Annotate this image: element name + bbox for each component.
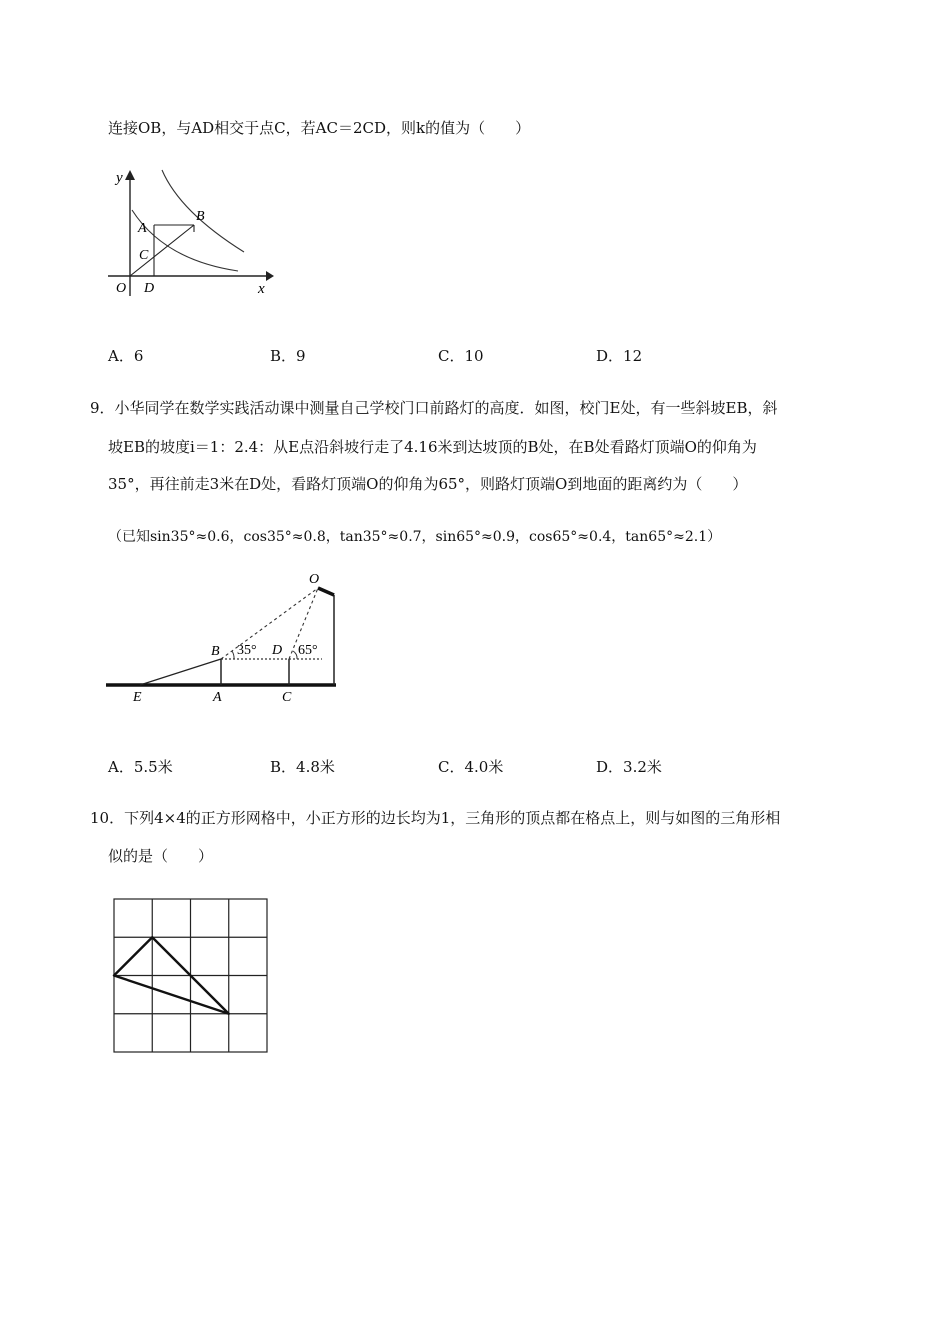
q8-option-b[interactable]: B．9 — [270, 347, 306, 365]
q9-option-c[interactable]: C．4.0米 — [438, 758, 504, 776]
q8-option-d[interactable]: D．12 — [596, 347, 643, 365]
q9-label-b: B — [211, 644, 220, 659]
q9-label-d: D — [272, 643, 283, 658]
q9-figure — [100, 570, 350, 710]
q9-hint: （已知sin35°≈0.6，cos35°≈0.8，tan35°≈0.7，sin65°≈0.9，cos65°≈0.4，tan65°≈2.1） — [108, 529, 722, 545]
q9-label-e: E — [133, 690, 142, 705]
q8-label-c: C — [139, 248, 149, 263]
q10-grid-figure — [113, 898, 269, 1054]
q8-option-a[interactable]: A．6 — [108, 347, 144, 365]
q9-stem-line-2: 坡EB的坡度i＝1：2.4：从E点沿斜坡行走了4.16米到达坡顶的B处，在B处看路灯顶端O的仰角为 — [108, 438, 757, 456]
q8-label-d: D — [144, 281, 155, 296]
q8-label-x: x — [258, 281, 265, 297]
q9-label-o: O — [309, 572, 320, 587]
q8-stem-line: 连接OB，与AD相交于点C，若AC＝2CD，则k的值为（ ） — [108, 119, 531, 137]
q9-stem-line-3: 35°，再往前走3米在D处，看路灯顶端O的仰角为65°，则路灯顶端O到地面的距离约为（ ） — [108, 475, 748, 493]
q9-label-a: A — [213, 690, 222, 705]
q8-label-o: O — [116, 281, 127, 296]
q9-option-b[interactable]: B．4.8米 — [270, 758, 335, 776]
q9-label-angle65: 65° — [298, 643, 318, 658]
q8-label-b: B — [196, 209, 205, 224]
q10-stem-line-2: 似的是（ ） — [108, 847, 214, 865]
q9-option-d[interactable]: D．3.2米 — [596, 758, 662, 776]
q9-stem-line-1: 9．小华同学在数学实践活动课中测量自己学校门口前路灯的高度．如图，校门E处，有一些斜坡EB，斜 — [90, 399, 778, 417]
q9-label-angle35: 35° — [237, 643, 257, 658]
q8-figure — [100, 160, 280, 300]
q8-label-a: A — [138, 221, 147, 236]
q9-option-a[interactable]: A．5.5米 — [108, 758, 173, 776]
q8-option-c[interactable]: C．10 — [438, 347, 484, 365]
q8-label-y: y — [116, 170, 123, 186]
q9-label-c: C — [282, 690, 292, 705]
q10-stem-line-1: 10．下列4×4的正方形网格中，小正方形的边长均为1，三角形的顶点都在格点上，则与如图的三角形相 — [90, 809, 781, 827]
